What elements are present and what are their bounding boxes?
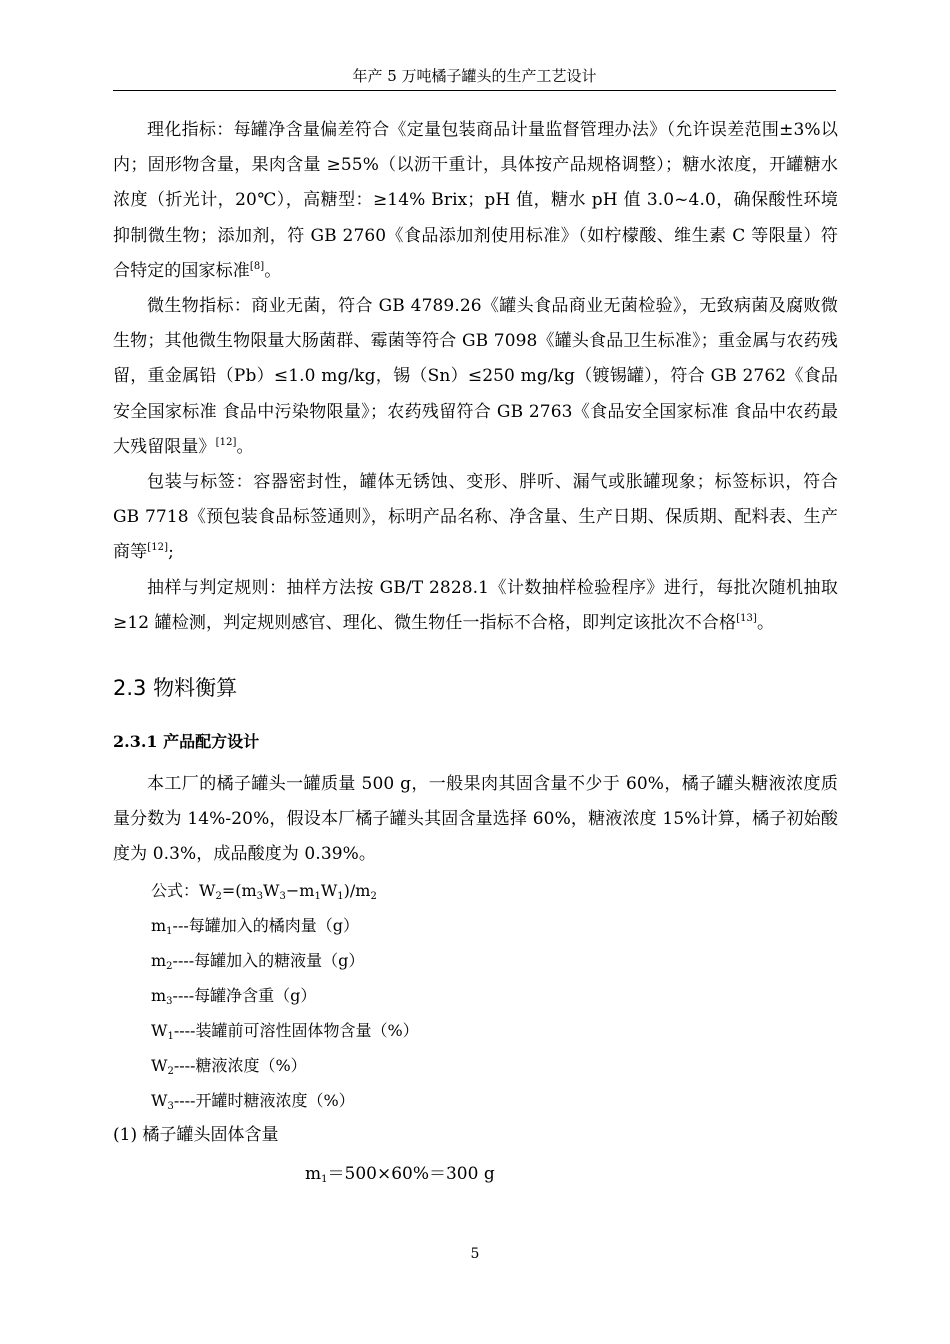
subscript: 3 xyxy=(167,1100,174,1112)
paragraph-end: ; xyxy=(168,542,174,563)
var-m: m xyxy=(241,880,257,900)
var-m: m xyxy=(299,880,315,900)
page-header: 年产 5 万吨橘子罐头的生产工艺设计 xyxy=(352,67,597,85)
var-m: m xyxy=(151,985,167,1005)
subscript: 3 xyxy=(279,890,286,902)
subscript: 1 xyxy=(321,1173,328,1185)
subsection-heading: 2.3.1 产品配方设计 xyxy=(113,732,260,752)
paragraph-end: 。 xyxy=(264,260,282,281)
var-m: m xyxy=(355,880,371,900)
subscript: 2 xyxy=(215,890,222,902)
variable-desc: ----每罐净含重（g） xyxy=(172,985,317,1005)
section-heading: 2.3 物料衡算 xyxy=(113,676,238,701)
var-m: m xyxy=(305,1163,322,1184)
subscript: 1 xyxy=(337,890,344,902)
subscript: 3 xyxy=(256,890,264,902)
subscript: 1 xyxy=(314,890,321,902)
variable-desc: ---每罐加入的橘肉量（g） xyxy=(172,915,360,935)
page-body xyxy=(113,113,838,1192)
var-w: W xyxy=(151,1020,168,1040)
formula-line xyxy=(113,873,838,908)
variable-def-m1 xyxy=(113,908,838,943)
formula-label: 公式： xyxy=(151,880,200,900)
var-w: W xyxy=(199,880,216,900)
subscript: 1 xyxy=(167,1030,174,1042)
paragraph-formula-design: 本工厂的橘子罐头一罐质量 500 g，一般果肉其固含量不少于 60%，橘子罐头糖液浓度质量分数为 14%-20%，假设本厂橘子罐头其固含量选择 60%，糖液浓度 15%计算，橘子初始酸度为 0.3%，成品酸度为 0.39%。 xyxy=(113,774,838,865)
var-w: W xyxy=(263,880,280,900)
variable-def-w1 xyxy=(113,1013,838,1048)
paragraph-text: 微生物指标：商业无菌，符合 GB 4789.26《罐头食品商业无菌检验》，无致病菌及腐败微生物；其他微生物限量大肠菌群、霉菌等符合 GB 7098《罐头食品卫生标准》；重金属与农药残留，重金属铅（Pb）≤1.0 mg/kg，锡（Sn）≤250 mg/kg（镀锡罐），符合 GB 2762《食品安全国家标准 食品中污染物限量》；农药残留符合 GB 2763《食品安全国家标准 食品中农药最大残留限量》 xyxy=(113,296,838,457)
paragraph-microbial xyxy=(113,289,838,465)
formula-minus: − xyxy=(285,880,300,900)
variable-def-m2 xyxy=(113,943,838,978)
list-item-solid-content: (1) 橘子罐头固体含量 xyxy=(113,1124,279,1145)
variable-def-m3 xyxy=(113,978,838,1013)
paragraph-end: 。 xyxy=(236,436,254,457)
variable-desc: ----装罐前可溶性固体物含量（%） xyxy=(173,1020,419,1040)
var-m: m xyxy=(151,950,167,970)
equation-m1 xyxy=(113,1157,838,1192)
subscript: 2 xyxy=(370,890,377,902)
page-number: 5 xyxy=(470,1246,480,1262)
subscript: 2 xyxy=(167,1065,174,1077)
variable-desc: ----开罐时糖液浓度（%） xyxy=(173,1090,355,1110)
variable-def-w2 xyxy=(113,1048,838,1083)
paragraph-text: 包装与标签：容器密封性，罐体无锈蚀、变形、胖听、漏气或胀罐现象；标签标识，符合 GB 7718《预包装食品标签通则》，标明产品名称、净含量、生产日期、保质期、配料表、生产商等 xyxy=(113,472,838,563)
paragraph-physicochemical xyxy=(113,113,838,289)
variable-desc: ----糖液浓度（%） xyxy=(173,1055,307,1075)
header-rule xyxy=(113,90,836,91)
paragraph-text: 抽样与判定规则：抽样方法按 GB/T 2828.1《计数抽样检验程序》进行，每批次随机抽取≥12 罐检测，判定规则感官、理化、微生物任一指标不合格，即判定该批次不合格 xyxy=(113,577,838,633)
citation: [8] xyxy=(249,260,265,272)
subscript: 3 xyxy=(166,995,173,1007)
citation: [12] xyxy=(215,436,237,448)
var-w: W xyxy=(320,880,338,900)
subscript: 1 xyxy=(166,925,173,937)
subscript: 2 xyxy=(166,960,173,972)
variable-desc: ----每罐加入的糖液量（g） xyxy=(172,950,365,970)
citation: [12] xyxy=(147,542,169,554)
citation: [13] xyxy=(736,612,758,624)
var-m: m xyxy=(151,915,167,935)
var-w: W xyxy=(151,1090,168,1110)
variable-def-w3 xyxy=(113,1083,838,1118)
paragraph-end: 。 xyxy=(757,612,775,633)
paragraph-text: 理化指标：每罐净含量偏差符合《定量包装商品计量监督管理办法》（允许误差范围±3%以内；固形物含量，果肉含量 ≥55%（以沥干重计，具体按产品规格调整）；糖水浓度，开罐糖水浓度（折光计，20℃），高糖型：≥14% Brix；pH 值，糖水 pH 值 3.0~4.0，确保酸性环境抑制微生物；添加剂，符 GB 2760《食品添加剂使用标准》（如柠檬酸、维生素 C 等限量）符合特定的国家标准 xyxy=(113,120,838,281)
paragraph-sampling xyxy=(113,571,838,641)
var-w: W xyxy=(151,1055,168,1075)
formula-close: )/ xyxy=(343,880,356,900)
paragraph-packaging xyxy=(113,465,838,571)
equation-rhs: ＝500×60%＝300 g xyxy=(327,1163,495,1184)
formula-eq: =( xyxy=(221,880,242,900)
